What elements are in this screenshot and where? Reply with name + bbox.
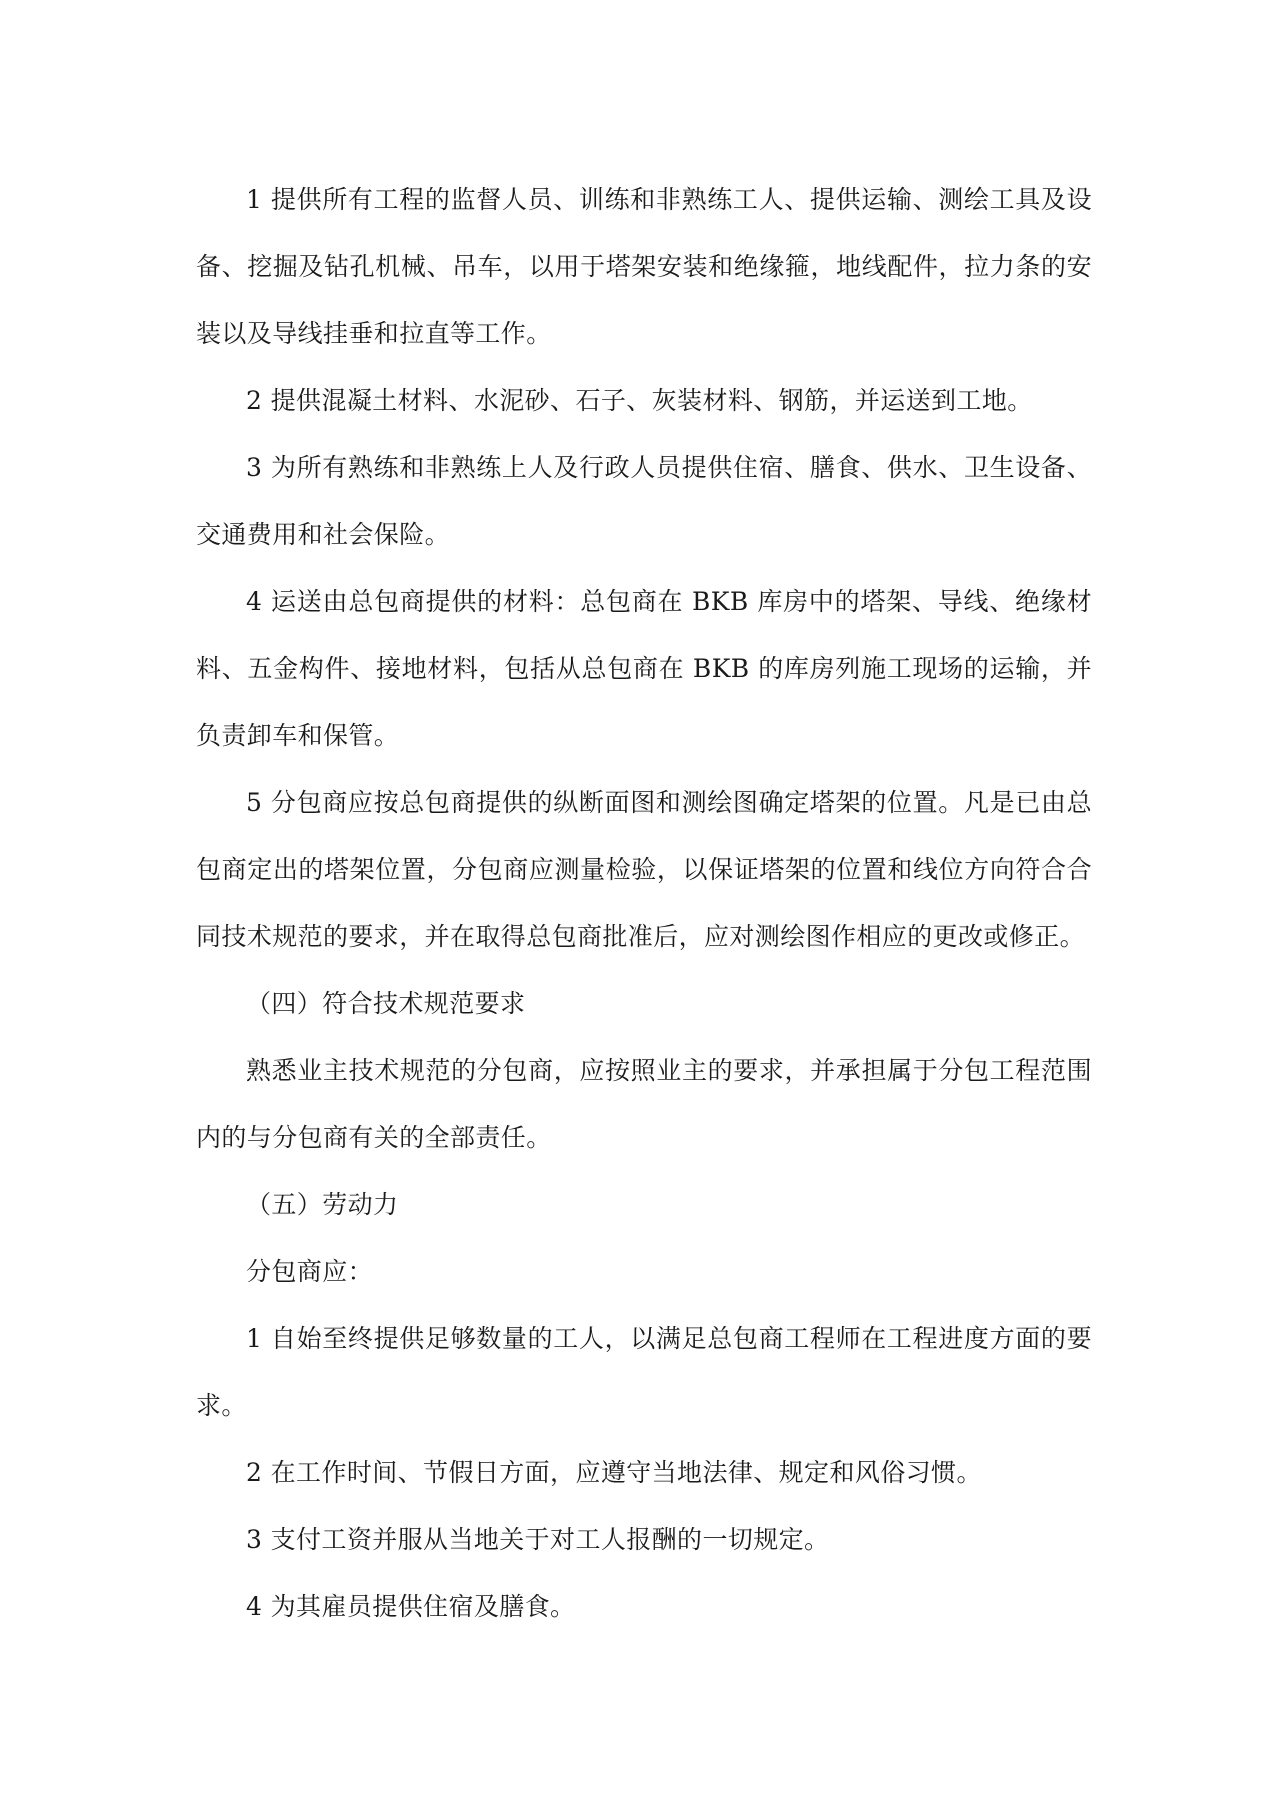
labor-item-3: 3 支付工资并服从当地关于对工人报酬的一切规定。 [246, 1525, 830, 1554]
paragraph-item-1: 1 提供所有工程的监督人员、训练和非熟练工人、提供运输、测绘工具及设备、挖掘及钻孔机械、吊车，以用于塔架安装和绝缘箍，地线配件，拉力条的安装以及导线挂垂和拉直等工作。 [196, 185, 1092, 348]
paragraph-item-2: 2 提供混凝土材料、水泥砂、石子、灰装材料、钢筋，并运送到工地。 [246, 386, 1033, 415]
paragraph-item-3: 3 为所有熟练和非熟练上人及行政人员提供住宿、膳食、供水、卫生设备、交通费用和社会保险。 [196, 453, 1092, 549]
paragraph-intro: 分包商应： [246, 1257, 374, 1286]
labor-item-2: 2 在工作时间、节假日方面，应遵守当地法律、规定和风俗习惯。 [246, 1458, 982, 1487]
paragraph-technical-spec: 熟悉业主技术规范的分包商，应按照业主的要求，并承担属于分包工程范围内的与分包商有关的全部责任。 [196, 1056, 1092, 1152]
paragraph-item-5: 5 分包商应按总包商提供的纵断面图和测绘图确定塔架的位置。凡是已由总包商定出的塔架位置，分包商应测量检验，以保证塔架的位置和线位方向符合合同技术规范的要求，并在取得总包商批准后，应对测绘图作相应的更改或修正。 [196, 788, 1092, 951]
section-heading-5: （五）劳动力 [246, 1190, 399, 1219]
section-heading-4: （四）符合技术规范要求 [246, 989, 526, 1018]
labor-item-4: 4 为其雇员提供住宿及膳食。 [246, 1592, 576, 1621]
paragraph-item-4: 4 运送由总包商提供的材料：总包商在 BKB 库房中的塔架、导线、绝缘材料、五金构件、接地材料，包括从总包商在 BKB 的库房列施工现场的运输，并负责卸车和保管。 [196, 587, 1092, 750]
document-body [196, 166, 1092, 1640]
labor-item-1: 1 自始至终提供足够数量的工人，以满足总包商工程师在工程进度方面的要求。 [196, 1324, 1092, 1420]
